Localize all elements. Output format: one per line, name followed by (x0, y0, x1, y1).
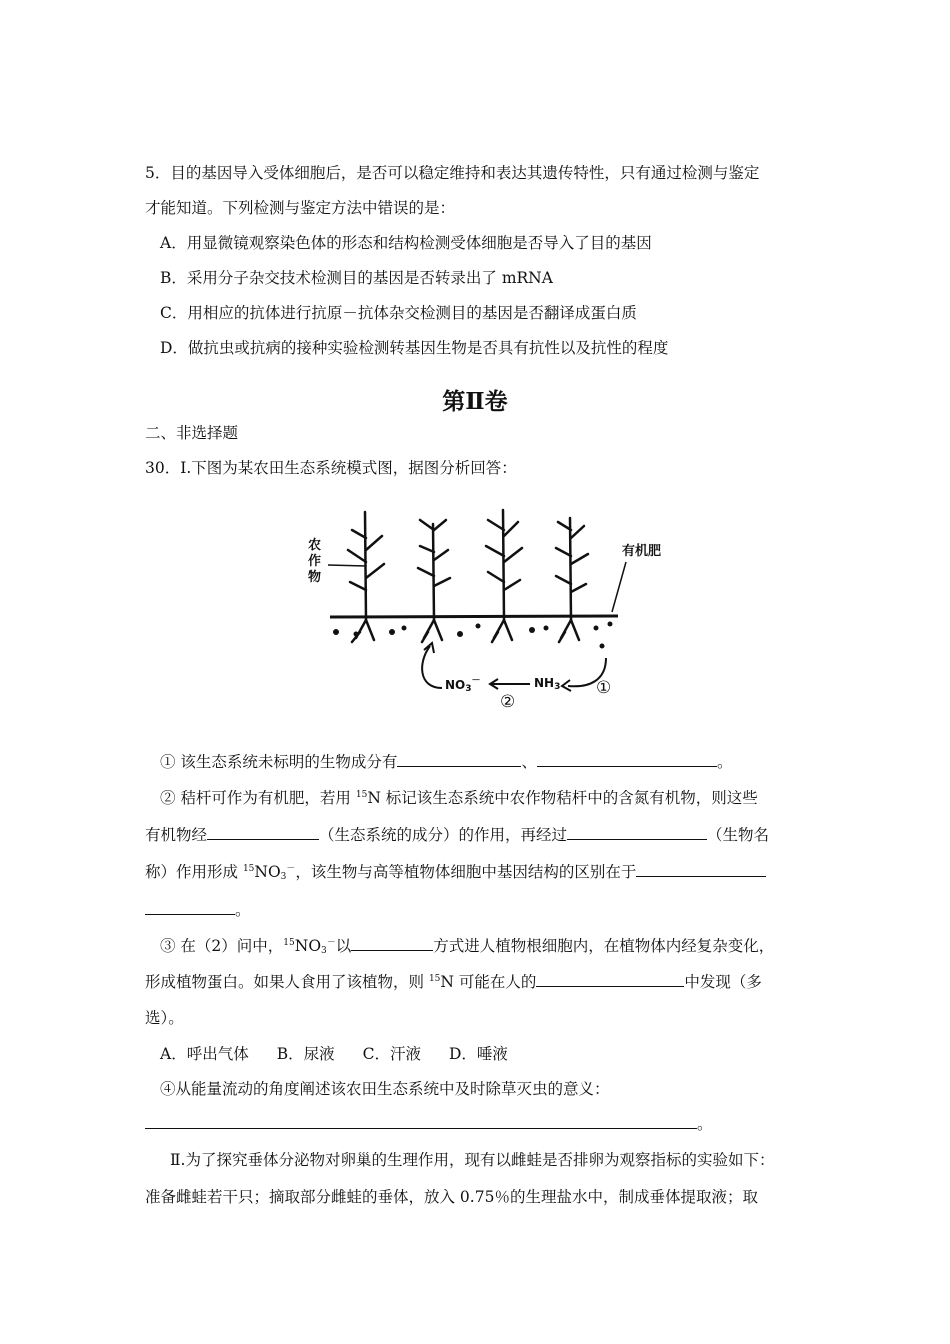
answer-blank-1b[interactable] (537, 752, 717, 767)
crop-plants (348, 510, 588, 642)
q5-option-a: A．用显微镜观察染色体的形态和结构检测受体细胞是否导入了目的基因 (160, 234, 652, 252)
q30-part-ii-line2: 准备雌蛙若干只；摘取部分雌蛙的垂体，放入 0.75％的生理盐水中，制成垂体提取液；取 (145, 1188, 758, 1206)
step2-marker: ② (500, 692, 516, 712)
fertilizer-label: 有机肥 (622, 544, 662, 559)
q5-option-b: B．采用分子杂交技术检测目的基因是否转录出了 mRNA (160, 269, 553, 287)
ground-line (330, 616, 618, 617)
answer-blank-2d[interactable] (145, 900, 235, 915)
step1-marker: ① (596, 678, 612, 698)
q30-part2-line1: ② 秸杆可作为有机肥，若用 $^{15}$N 标记该生态系统中农作物秸杆中的含氮有机物，则这些 (160, 789, 758, 807)
answer-blank-4[interactable] (145, 1114, 697, 1129)
q30-part-ii-line1: Ⅱ.为了探究垂体分泌物对卵巢的生理作用，现有以雌蛙是否排卵为观察指标的实验如下： (170, 1151, 775, 1169)
q30-part3-choices (160, 1044, 536, 1064)
q30-intro: 30．Ⅰ.下图为某农田生态系统模式图，据图分析回答： (145, 459, 517, 477)
q30-part3-line1: ③ 在（2）问中，$^{15}NO_3^-$以 方式进人植物根细胞内，在植物体内经复杂变化， (160, 937, 775, 956)
q30-part3-line3: 选）。 (145, 1009, 184, 1027)
q30-part4-answer-line: 。 (145, 1114, 713, 1134)
choice-b[interactable]: B．尿液 (276, 1045, 335, 1063)
crop-plant-4 (570, 518, 571, 620)
answer-blank-2b[interactable] (567, 825, 707, 840)
ecosystem-diagram-svg (300, 500, 690, 720)
q30-part1: ① 该生态系统未标明的生物成分有 、 。 (160, 753, 733, 771)
answer-blank-2a[interactable] (207, 825, 319, 840)
crop-label-leader (328, 565, 366, 566)
fertilizer-label-leader (612, 562, 626, 612)
q30-part2-line4: 。 (145, 900, 251, 920)
q5-stem-line2: 才能知道。下列检测与鉴定方法中错误的是： (145, 199, 456, 217)
q30-part2-line2: 有机物经 （生态系统的成分）的作用，再经过 （生物名 (145, 826, 770, 844)
section-title: 第Ⅱ卷 (442, 388, 508, 415)
q30-part4: ④从能量流动的角度阐述该农田生态系统中及时除草灭虫的意义： (160, 1080, 610, 1098)
choice-a[interactable]: A．呼出气体 (160, 1045, 249, 1063)
answer-blank-2c[interactable] (636, 862, 766, 877)
arrow-no3-to-root (422, 646, 442, 688)
crop-label: 农 作 物 (308, 538, 322, 585)
q5-stem-line1: 5．目的基因导入受体细胞后，是否可以稳定维持和表达其遗传特性，只有通过检测与鉴定 (145, 164, 760, 182)
answer-blank-3a[interactable] (351, 936, 433, 951)
crop-plant-2 (433, 524, 434, 620)
farmland-ecosystem-diagram (300, 500, 690, 720)
choice-d[interactable]: D．唾液 (448, 1045, 508, 1063)
q30-part3-line2: 形成植物蛋白。如果人食用了该植物，则 $^{15}$N 可能在人的 中发现（多 (145, 973, 762, 991)
choice-c[interactable]: C．汗液 (362, 1045, 421, 1063)
q5-option-c: C．用相应的抗体进行抗原－抗体杂交检测目的基因是否翻译成蛋白质 (160, 304, 637, 322)
crop-plant-3 (503, 510, 504, 620)
q5-option-d: D．做抗虫或抗病的接种实验检测转基因生物是否具有抗性以及抗性的程度 (160, 339, 669, 357)
nh3-label: $NH_3$ (534, 676, 561, 692)
soil-particles (333, 622, 613, 649)
answer-blank-3b[interactable] (536, 972, 684, 987)
section-subtitle: 二、非选择题 (145, 424, 239, 442)
answer-blank-1a[interactable] (397, 752, 521, 767)
no3-label: $NO_3^-$ (445, 676, 481, 694)
q30-part2-line3: 称）作用形成 $^{15}NO_3^-$，该生物与高等植物体细胞中基因结构的区别在于 (145, 862, 766, 882)
